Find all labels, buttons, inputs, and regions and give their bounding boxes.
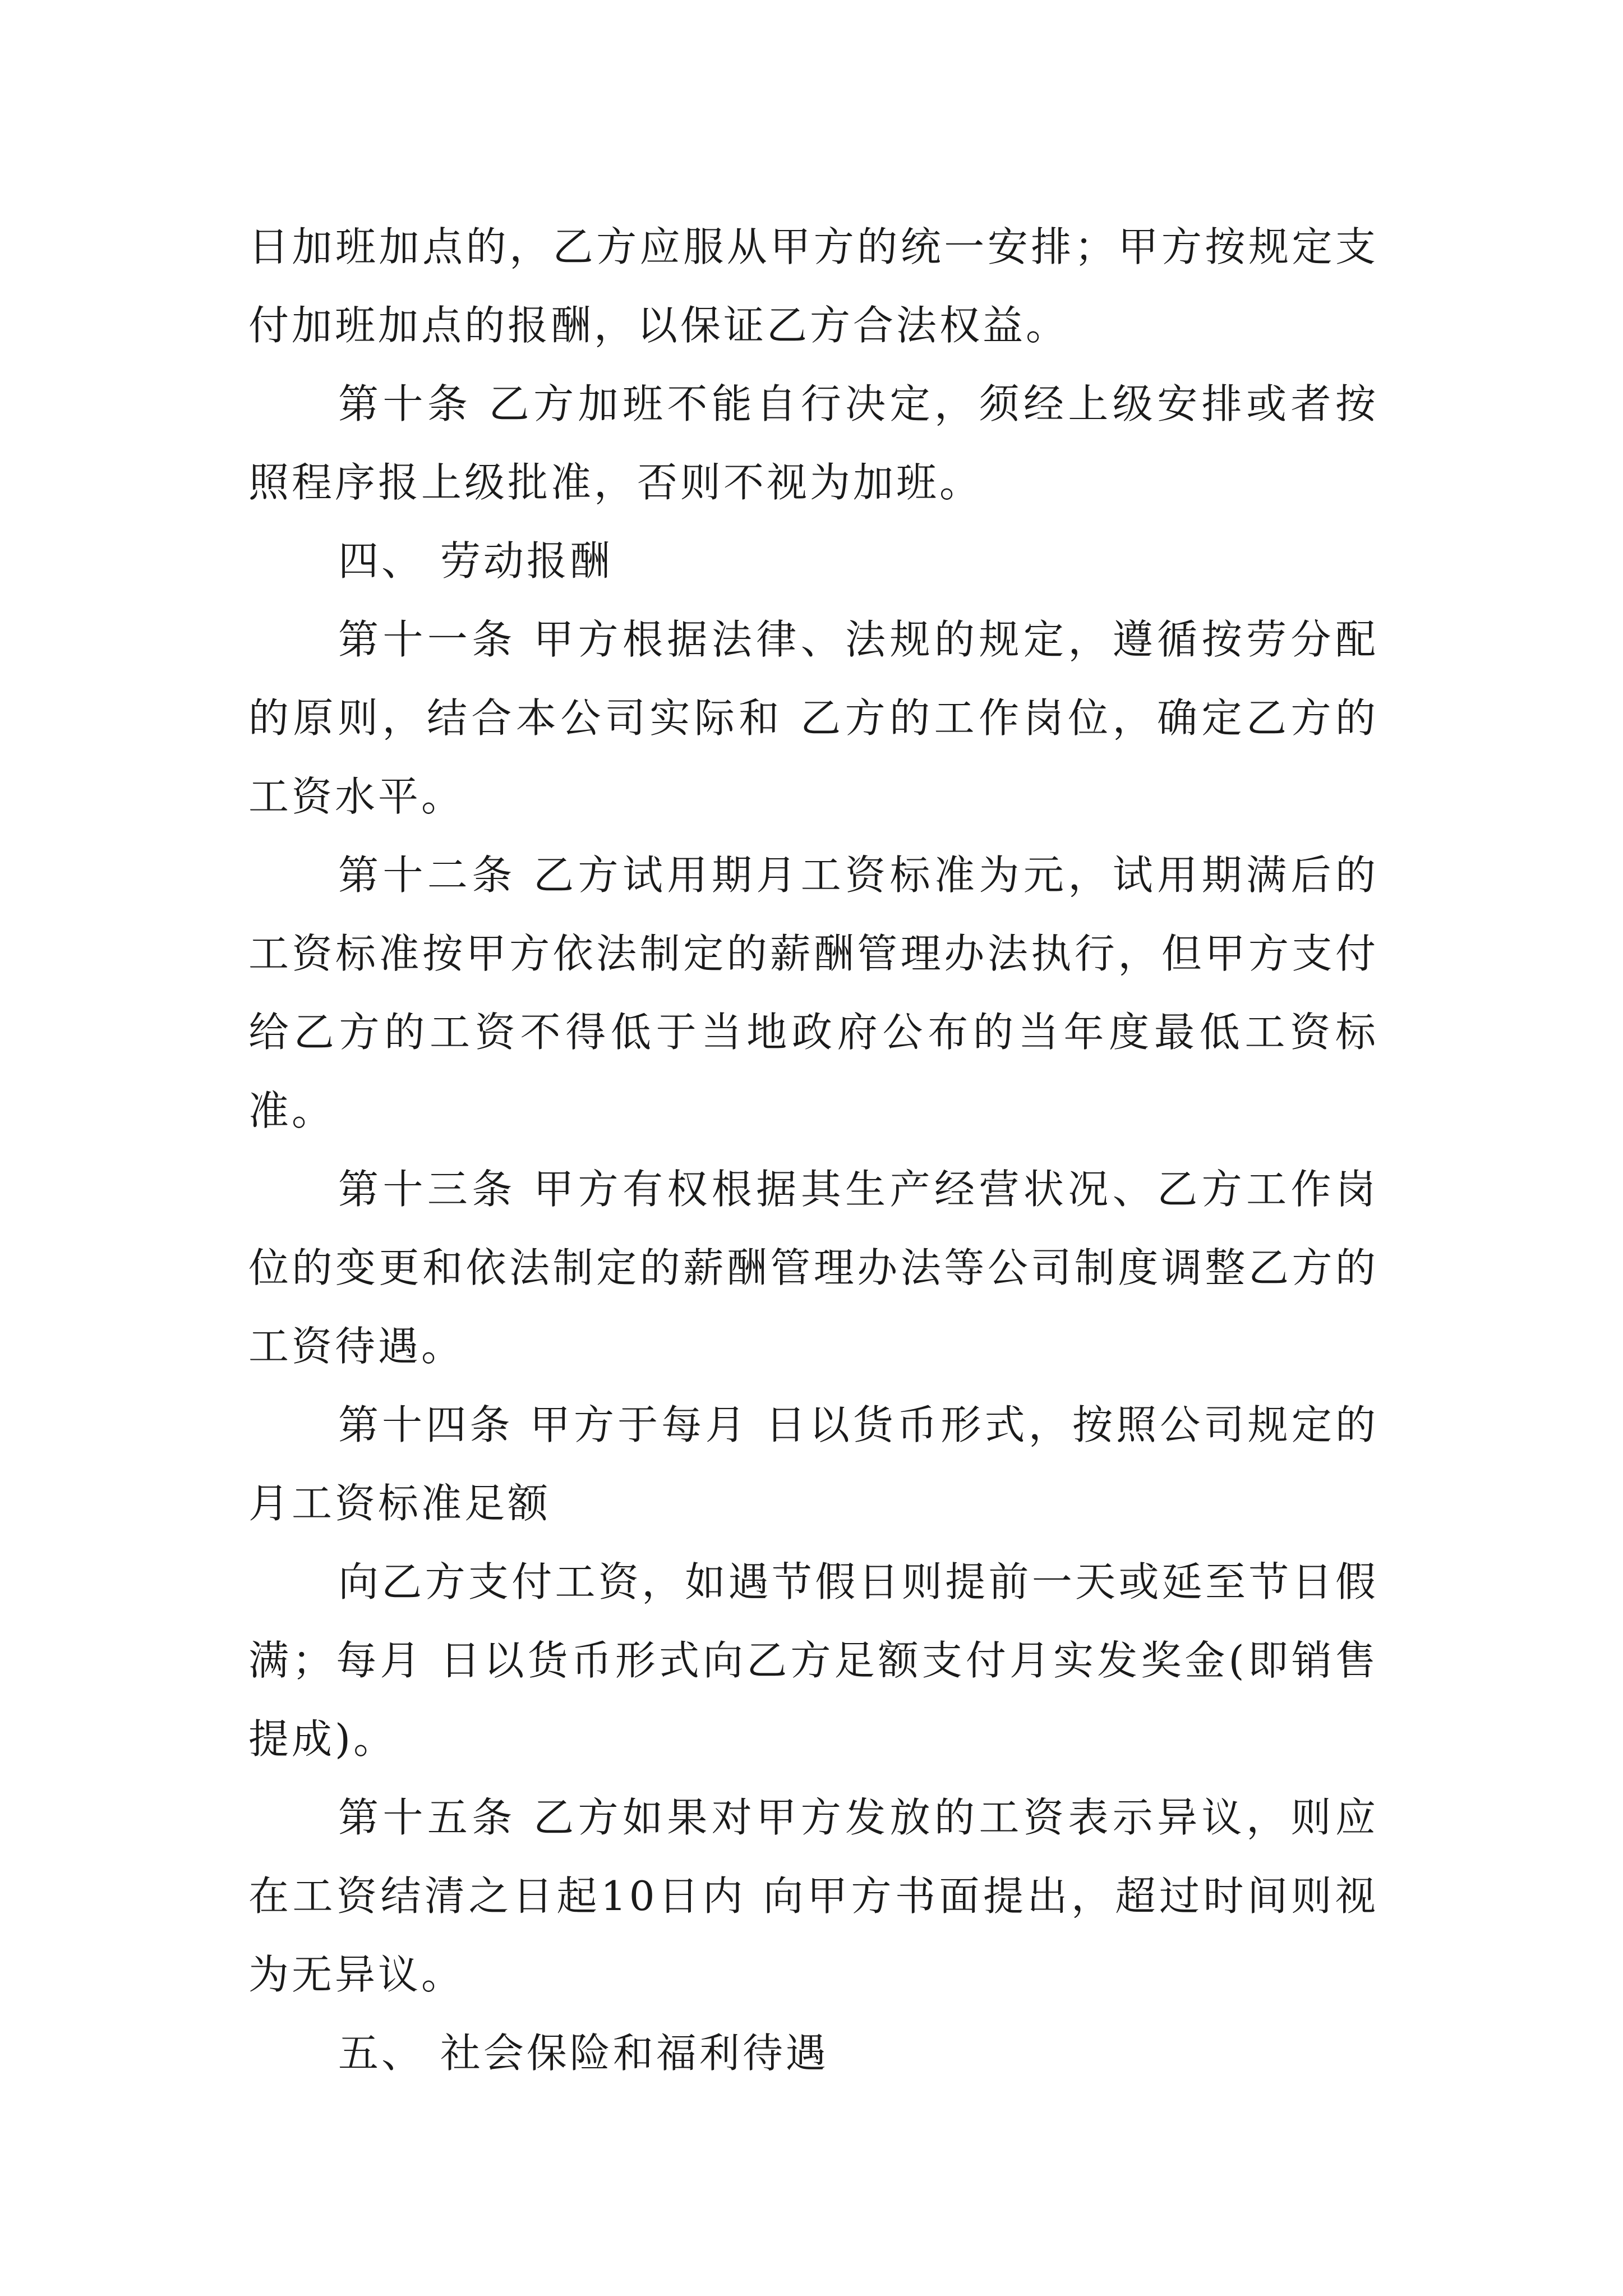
article-14: 第十四条 甲方于每月 日以货币形式，按照公司规定的月工资标准足额 xyxy=(248,1401,1378,1527)
section-heading-labor-remuneration: 四、 劳动报酬 xyxy=(338,537,613,585)
article-12: 第十二条 乙方试用期月工资标准为元，试用期满后的工资标准按甲方依法制定的薪酬管理办法执行，但甲方支付给乙方的工资不得低于当地政府公布的当年度最低工资标准。 xyxy=(248,852,1378,1134)
section-heading-social-insurance: 五、 社会保险和福利待遇 xyxy=(338,2030,829,2077)
document-body xyxy=(248,208,1378,2092)
article-15: 第十五条 乙方如果对甲方发放的工资表示异议，则应在工资结清之日起10日内 向甲方书面提出，超过时间则视为无异议。 xyxy=(248,1794,1378,1998)
paragraph-overtime-continued: 日加班加点的，乙方应服从甲方的统一安排；甲方按规定支付加班加点的报酬，以保证乙方合法权益。 xyxy=(248,223,1378,349)
article-10: 第十条 乙方加班不能自行决定，须经上级安排或者按照程序报上级批准，否则不视为加班。 xyxy=(248,380,1378,506)
article-13: 第十三条 甲方有权根据其生产经营状况、乙方工作岗位的变更和依法制定的薪酬管理办法等公司制度调整乙方的工资待遇。 xyxy=(248,1166,1378,1370)
article-11: 第十一条 甲方根据法律、法规的规定，遵循按劳分配的原则，结合本公司实际和 乙方的工作岗位，确定乙方的工资水平。 xyxy=(248,616,1378,820)
article-14-continued: 向乙方支付工资，如遇节假日则提前一天或延至节日假满；每月 日以货币形式向乙方足额支付月实发奖金(即销售提成)。 xyxy=(248,1558,1378,1763)
